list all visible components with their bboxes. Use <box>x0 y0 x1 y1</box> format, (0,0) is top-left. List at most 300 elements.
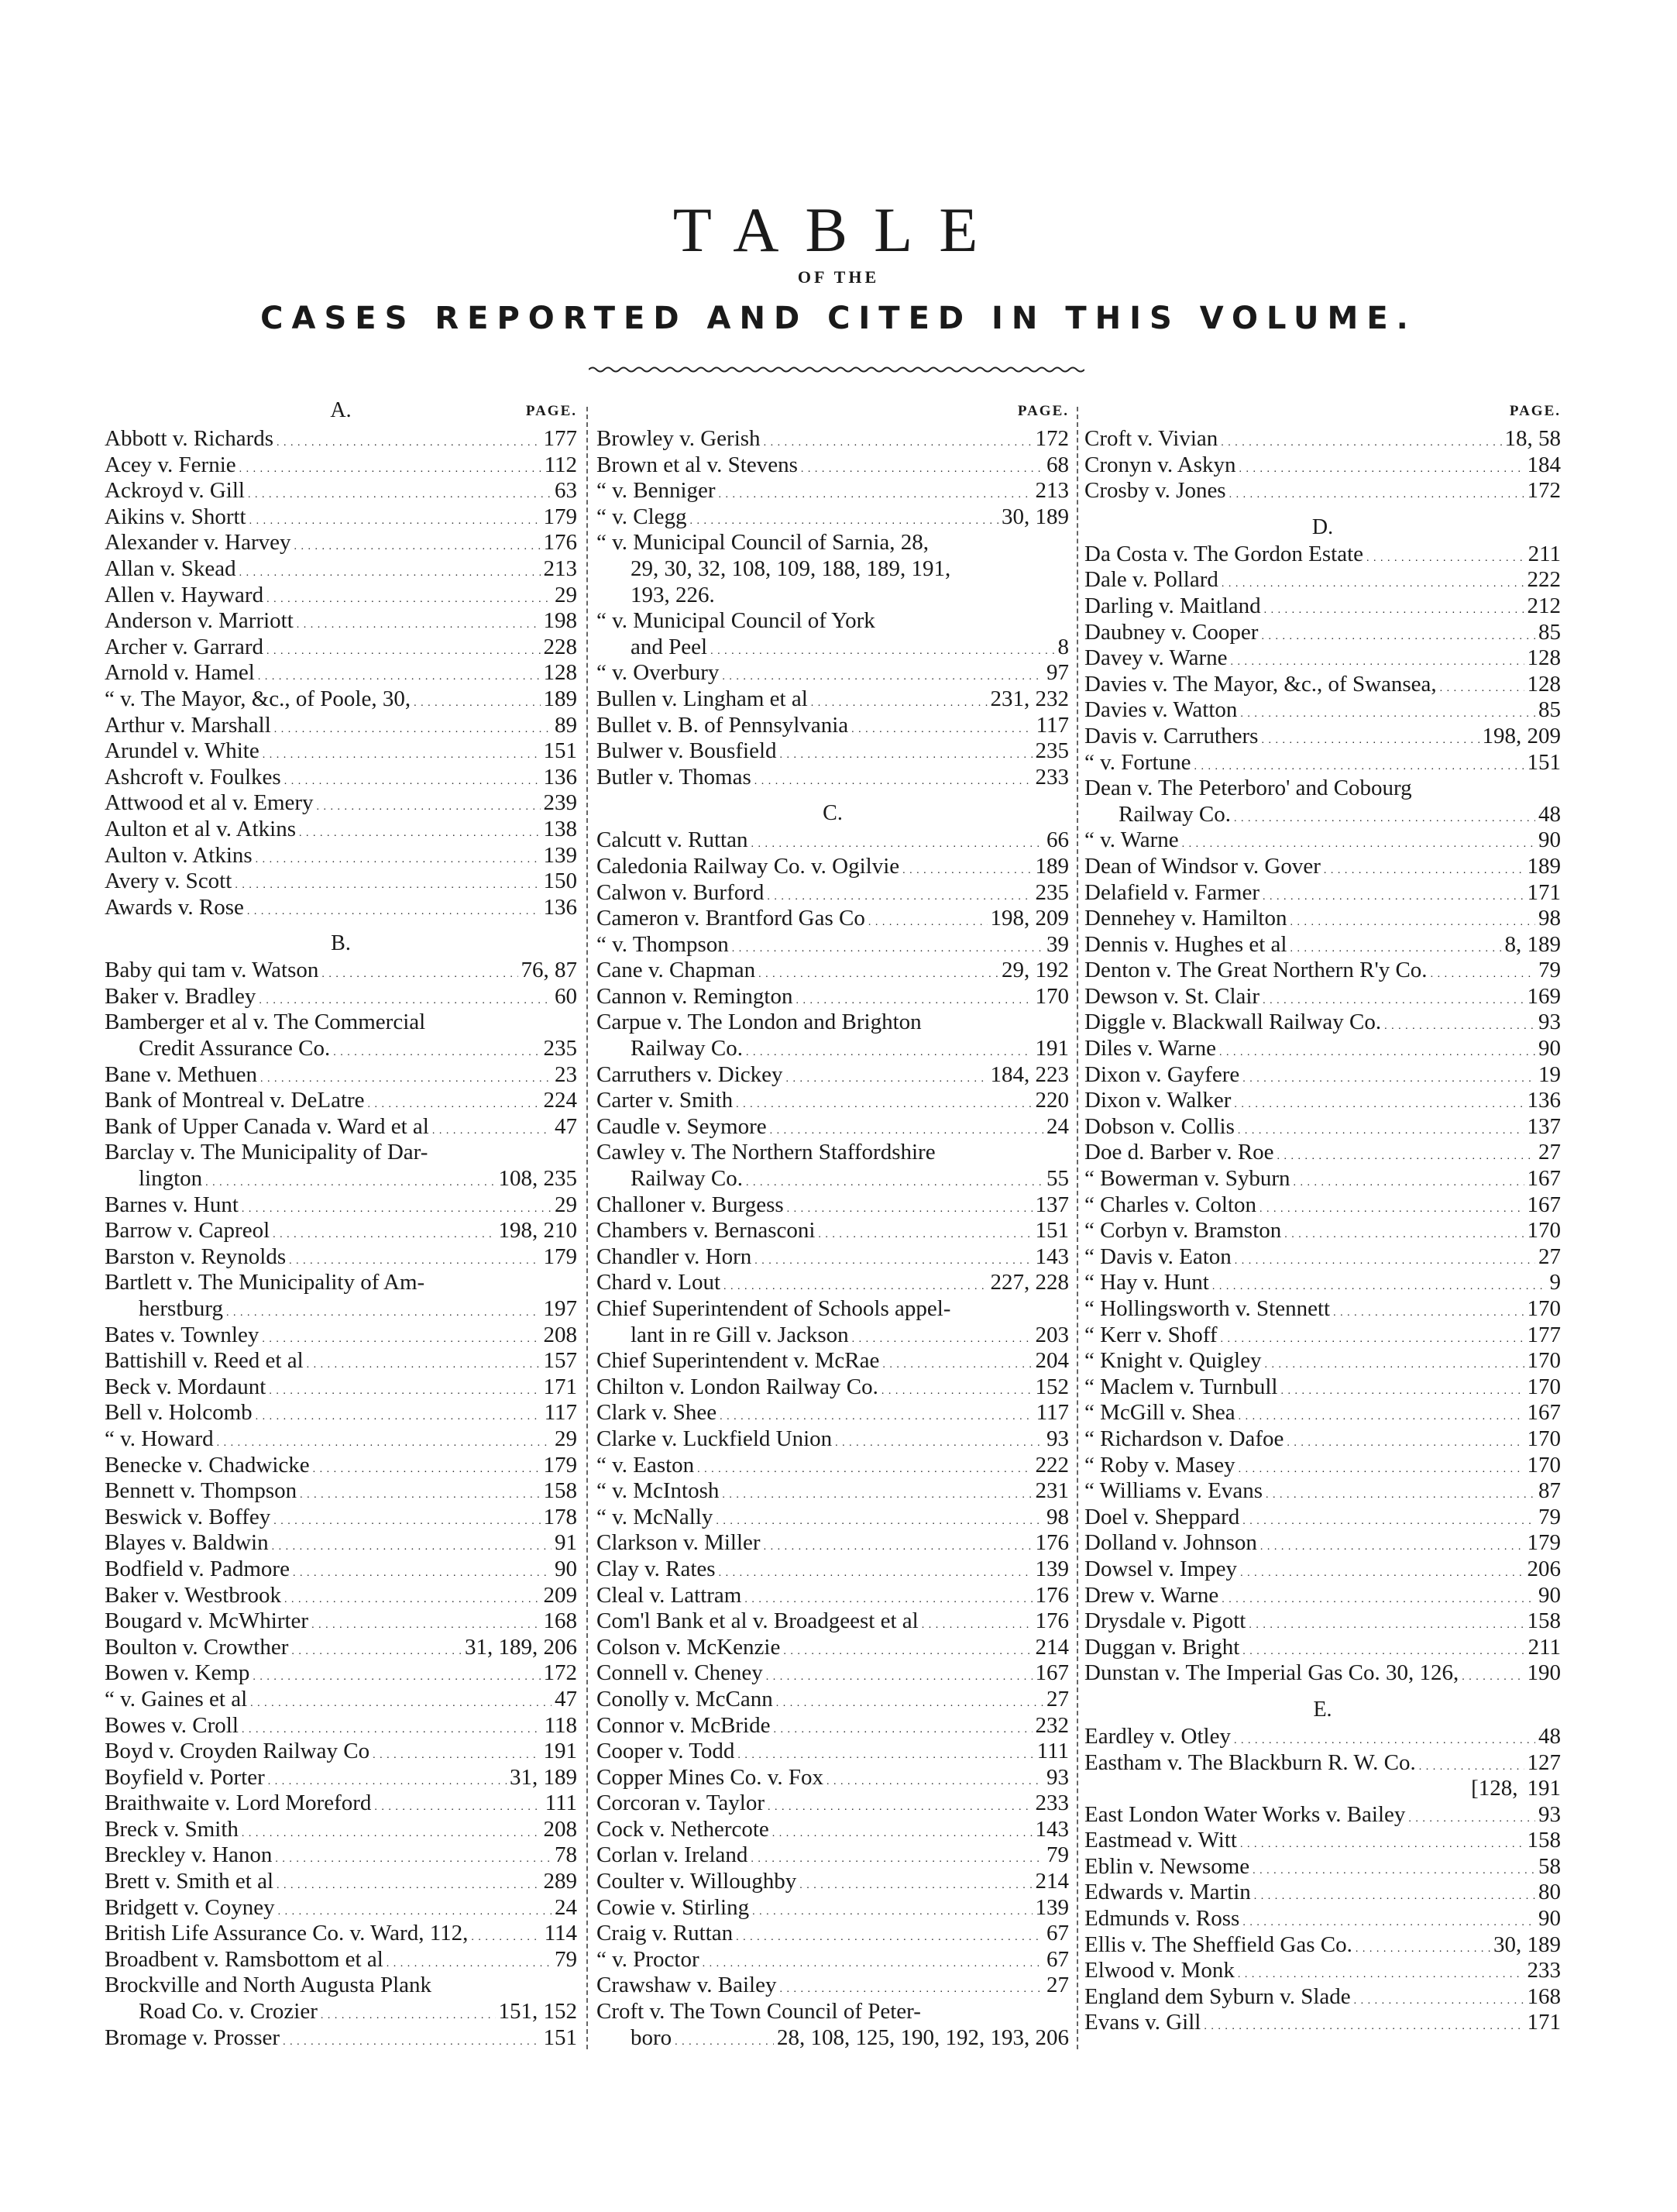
page-number: 171 <box>1527 879 1561 905</box>
case-entry <box>1084 906 1561 932</box>
case-name: Eastmead v. Witt <box>1084 1828 1237 1853</box>
dot-leader <box>710 635 1054 661</box>
page-number: 213 <box>1035 478 1069 504</box>
case-entry <box>1084 1724 1561 1750</box>
page-number: 167 <box>1527 1166 1561 1192</box>
case-entry <box>1084 750 1561 776</box>
case-entry <box>596 827 1069 854</box>
dot-leader <box>1219 1036 1535 1062</box>
dot-leader <box>284 765 541 791</box>
page-number: 128 <box>1527 671 1561 697</box>
page-number: 60 <box>555 983 577 1009</box>
dot-leader <box>801 452 1043 479</box>
dot-leader <box>811 686 988 713</box>
case-name: Com'l Bank et al v. Broadgeest et al <box>596 1608 919 1634</box>
page-number: 177 <box>1527 1322 1561 1347</box>
case-entry <box>596 1973 1069 1999</box>
case-entry <box>1084 1583 1561 1609</box>
page-number: 235 <box>1035 738 1069 764</box>
case-name: Bridgett v. Coyney <box>105 1894 275 1920</box>
dot-leader <box>268 1765 507 1791</box>
case-entry <box>596 660 1069 686</box>
case-name: Cronyn v. Askyn <box>1084 452 1236 477</box>
dot-leader <box>1230 645 1524 672</box>
page-number: 39 <box>1046 931 1069 957</box>
case-name: lant in re Gill v. Jackson <box>631 1322 849 1347</box>
case-name: Barston v. Reynolds <box>105 1244 287 1269</box>
page-number: 90 <box>1538 1582 1561 1608</box>
case-name: Bullet v. B. of Pennsylvania <box>596 712 849 738</box>
case-entry <box>105 1505 577 1531</box>
page-number: 172 <box>1527 478 1561 504</box>
case-name: Dixon v. Walker <box>1084 1088 1232 1113</box>
dot-leader <box>333 1036 540 1062</box>
case-list <box>596 827 1069 2051</box>
case-entry <box>596 1895 1069 1921</box>
page-number: 169 <box>1527 983 1561 1009</box>
dot-leader <box>772 1817 1033 1843</box>
page-title: TABLE <box>672 194 1005 265</box>
case-entry <box>1084 776 1561 802</box>
dot-leader <box>283 2025 540 2052</box>
case-name: “ v. Fortune <box>1084 749 1191 775</box>
case-entry <box>105 1270 577 1296</box>
dot-leader <box>274 713 552 739</box>
dot-leader <box>297 608 541 635</box>
case-entry <box>596 504 1069 531</box>
case-name: Croft v. The Town Council of Peter- <box>596 1999 921 2025</box>
page-number: 79 <box>1046 1842 1069 1868</box>
case-name: England dem Syburn v. Slade <box>1084 1983 1351 2009</box>
case-name: Beswick v. Boffey <box>105 1504 271 1529</box>
case-entry-continuation <box>105 1166 577 1192</box>
dot-leader <box>1240 1828 1524 1854</box>
case-name: Bank of Montreal v. DeLatre <box>105 1088 365 1113</box>
dot-leader <box>300 1478 540 1505</box>
case-name: Carpue v. The London and Brighton <box>596 1010 922 1035</box>
dot-leader <box>737 1739 1033 1765</box>
case-entry <box>596 608 1069 635</box>
page-number: 208 <box>543 1322 577 1347</box>
dot-leader <box>321 958 517 984</box>
case-entry <box>596 1842 1069 1869</box>
index-column-3 <box>1084 397 1561 2036</box>
case-entry <box>596 1635 1069 1661</box>
case-entry <box>596 1947 1069 1973</box>
dot-leader <box>253 1660 540 1687</box>
case-name: Anderson v. Marriott <box>105 608 294 634</box>
page-column-label: PAGE. <box>1017 403 1069 419</box>
page-number: 48 <box>1538 1723 1561 1749</box>
page-number: 18, 58 <box>1504 426 1561 451</box>
case-entry <box>105 843 577 869</box>
case-entry <box>105 1478 577 1505</box>
case-entry <box>1084 1036 1561 1062</box>
case-name: Brett v. Smith et al <box>105 1869 274 1894</box>
page-number: 179 <box>1527 1530 1561 1556</box>
case-name: Drew v. Warne <box>1084 1582 1219 1608</box>
section-letter: A. <box>330 398 352 422</box>
decorative-rule <box>589 364 1084 375</box>
case-name: Cameron v. Brantford Gas Co <box>596 906 865 931</box>
case-entry <box>1084 1932 1561 1959</box>
case-name: Cane v. Chapman <box>596 958 756 983</box>
case-entry <box>1084 567 1561 593</box>
case-name: Copper Mines Co. v. Fox <box>596 1764 823 1790</box>
page-number: 222 <box>1035 1452 1069 1478</box>
case-name: Cannon v. Remington <box>596 983 793 1009</box>
dot-leader <box>269 1374 540 1401</box>
page-number: 8 <box>1057 634 1069 659</box>
case-name: Barnes v. Hunt <box>105 1192 239 1217</box>
dot-leader <box>275 1842 552 1869</box>
case-entry <box>105 713 577 739</box>
case-name: Clarke v. Luckfield Union <box>596 1426 833 1451</box>
dot-leader <box>881 1374 1033 1401</box>
page-number: 189 <box>1035 853 1069 879</box>
page-number: 93 <box>1538 1801 1561 1827</box>
case-entry-continuation <box>596 583 1069 609</box>
case-name: “ v. Warne <box>1084 827 1179 853</box>
page-number: 220 <box>1035 1088 1069 1113</box>
case-entry <box>105 765 577 791</box>
dot-leader <box>1290 906 1535 932</box>
dot-leader <box>716 1505 1043 1531</box>
dot-leader <box>852 1323 1033 1349</box>
page-number: 198, 209 <box>1482 723 1561 748</box>
case-entry <box>105 660 577 686</box>
case-name: Baby qui tam v. Watson <box>105 958 319 983</box>
case-list <box>596 426 1069 790</box>
page-number: 231 <box>1035 1478 1069 1504</box>
case-entry <box>105 1244 577 1271</box>
page-number: 98 <box>1046 1504 1069 1529</box>
page-number: 228 <box>543 634 577 659</box>
case-entry <box>1084 1828 1561 1854</box>
dot-leader <box>1354 1984 1524 2011</box>
dot-leader <box>720 1400 1033 1426</box>
case-entry <box>105 1895 577 1921</box>
case-entry <box>1084 2010 1561 2036</box>
case-name: Baker v. Westbrook <box>105 1582 282 1608</box>
case-entry-continuation <box>1084 802 1561 828</box>
case-entry <box>105 1010 577 1036</box>
page-number: 79 <box>1538 958 1561 983</box>
case-entry <box>105 1713 577 1739</box>
case-name: Bowes v. Croll <box>105 1712 239 1738</box>
case-name: Clark v. Shee <box>596 1400 717 1426</box>
dot-leader <box>307 1348 541 1374</box>
page-number: 93 <box>1046 1426 1069 1451</box>
page-number: 176 <box>1035 1582 1069 1608</box>
dot-leader <box>1254 1880 1535 1906</box>
case-name: Cock v. Nethercote <box>596 1816 769 1842</box>
dot-leader <box>1440 672 1524 698</box>
case-entry <box>105 1400 577 1426</box>
case-name: Darling v. Maitland <box>1084 593 1261 618</box>
dot-leader <box>1229 478 1524 504</box>
case-entry <box>1084 645 1561 672</box>
page-number: 212 <box>1527 593 1561 618</box>
page-number: 167 <box>1527 1400 1561 1426</box>
case-name: Davies v. The Mayor, &c., of Swansea, <box>1084 671 1437 697</box>
dot-leader <box>766 1660 1033 1687</box>
case-name: Brown et al v. Stevens <box>596 452 798 477</box>
case-entry <box>596 1088 1069 1114</box>
case-name: Elwood v. Monk <box>1084 1958 1235 1983</box>
page-number: 184 <box>1527 452 1561 477</box>
page-number: 24 <box>555 1894 577 1920</box>
case-name: Butler v. Thomas <box>596 764 751 790</box>
page-number: 224 <box>543 1088 577 1113</box>
case-entry <box>596 880 1069 906</box>
case-entry <box>1084 452 1561 479</box>
page-number: 97 <box>1046 660 1069 686</box>
dot-leader <box>242 1713 541 1739</box>
case-name: Dennis v. Hughes et al <box>1084 931 1287 957</box>
case-entry <box>596 1713 1069 1739</box>
case-name: Dunstan v. The Imperial Gas Co. 30, 126, <box>1084 1660 1459 1686</box>
page-number: 198 <box>543 608 577 634</box>
page-number: 85 <box>1538 697 1561 723</box>
case-entry <box>1084 1088 1561 1114</box>
dot-leader <box>259 984 552 1010</box>
dot-leader <box>1266 1478 1535 1505</box>
case-name: Clarkson v. Miller <box>596 1530 761 1556</box>
case-entry <box>105 504 577 531</box>
case-name: Daubney v. Cooper <box>1084 619 1259 645</box>
page-number: 176 <box>1035 1530 1069 1556</box>
page-number: 137 <box>1527 1113 1561 1139</box>
page-number: 66 <box>1046 827 1069 853</box>
page-number: 151, 152 <box>498 1999 577 2025</box>
dot-leader <box>1259 1192 1524 1219</box>
page-number: 176 <box>1035 1608 1069 1634</box>
dot-leader <box>242 1192 552 1219</box>
dot-leader <box>247 895 541 921</box>
case-entry <box>596 1218 1069 1244</box>
page-number: 179 <box>543 504 577 529</box>
case-entry <box>1084 1530 1561 1557</box>
title-connector: OF THE <box>797 267 880 287</box>
page-number: 191 <box>543 1739 577 1764</box>
dot-leader <box>751 827 1043 854</box>
section-letter: D. <box>1311 514 1334 539</box>
case-name: Bates v. Townley <box>105 1322 259 1347</box>
case-name: “ Bowerman v. Syburn <box>1084 1166 1290 1192</box>
case-entry <box>596 1608 1069 1635</box>
page-number: 168 <box>543 1608 577 1634</box>
case-name: Evans v. Gill <box>1084 2010 1201 2035</box>
dot-leader <box>1408 1802 1535 1828</box>
case-name: Chief Superintendent of Schools appel- <box>596 1296 951 1321</box>
page-number: 167 <box>1035 1660 1069 1686</box>
case-name: Crosby v. Jones <box>1084 478 1226 504</box>
case-entry <box>105 1192 577 1219</box>
case-entry <box>1084 1140 1561 1166</box>
page-subtitle: CASES REPORTED AND CITED IN THIS VOLUME. <box>260 301 1417 336</box>
case-name: Archer v. Garrard <box>105 634 264 659</box>
case-entry-continuation <box>596 556 1069 583</box>
page-number: 47 <box>555 1686 577 1711</box>
case-name: Acey v. Fernie <box>105 452 236 477</box>
case-name: Dixon v. Gayfere <box>1084 1061 1240 1087</box>
case-name: Arthur v. Marshall <box>105 712 271 738</box>
case-entry <box>105 1583 577 1609</box>
dot-leader <box>780 738 1033 765</box>
case-entry <box>105 790 577 817</box>
page-number: 27 <box>1538 1140 1561 1165</box>
case-name: Chief Superintendent v. McRae <box>596 1348 880 1374</box>
case-entry <box>105 1842 577 1869</box>
case-entry <box>105 869 577 895</box>
case-name: “ Richardson v. Dafoe <box>1084 1426 1284 1451</box>
case-name: Bodfield v. Padmore <box>105 1556 290 1581</box>
case-name: “ Hay v. Hunt <box>1084 1270 1209 1295</box>
case-entry <box>105 1869 577 1895</box>
page-number: 211 <box>1528 541 1561 566</box>
dot-leader <box>1222 567 1524 593</box>
page-number: 93 <box>1046 1764 1069 1790</box>
dot-leader <box>414 686 540 713</box>
case-entry <box>1084 1478 1561 1505</box>
dot-leader <box>697 1453 1032 1479</box>
case-name: “ v. Overbury <box>596 660 720 686</box>
case-name: Corcoran v. Taylor <box>596 1791 765 1816</box>
page-number: 179 <box>543 1452 577 1478</box>
dot-leader <box>1212 1270 1547 1296</box>
case-name: Davies v. Watton <box>1084 697 1238 723</box>
dot-leader <box>471 1921 541 1947</box>
case-entry <box>1084 1348 1561 1374</box>
case-entry <box>596 1140 1069 1166</box>
dot-leader <box>294 530 540 556</box>
case-entry <box>1084 1114 1561 1140</box>
case-entry <box>1084 1505 1561 1531</box>
dot-leader <box>258 660 541 686</box>
dot-leader <box>277 426 540 452</box>
dot-leader <box>321 1999 496 2025</box>
case-name: Cowie v. Stirling <box>596 1894 750 1920</box>
case-name: Connor v. McBride <box>596 1712 771 1738</box>
dot-leader <box>317 790 541 817</box>
case-entry <box>105 817 577 843</box>
case-entry <box>596 1270 1069 1296</box>
case-entry <box>596 1817 1069 1843</box>
case-name: “ v. Municipal Council of York <box>596 608 875 634</box>
page-number: 24 <box>1046 1113 1069 1139</box>
page-number: 112 <box>544 452 577 477</box>
case-name: Bell v. Holcomb <box>105 1400 253 1426</box>
dot-leader <box>768 1791 1032 1817</box>
dot-leader <box>1242 1906 1535 1932</box>
case-name: Bowen v. Kemp <box>105 1660 250 1686</box>
page-number: 67 <box>1046 1921 1069 1946</box>
case-entry <box>1084 672 1561 698</box>
case-name: Ackroyd v. Gill <box>105 478 245 504</box>
case-entry <box>105 1530 577 1557</box>
case-name: Denton v. The Great Northern R'y Co. <box>1084 958 1428 983</box>
page-number: 128 <box>1527 645 1561 671</box>
column-header <box>105 397 577 426</box>
page-number: 172 <box>1035 426 1069 451</box>
page-number: 203 <box>1035 1322 1069 1347</box>
dot-leader <box>1239 1400 1524 1426</box>
dot-leader <box>250 1687 552 1713</box>
page-number: 139 <box>1035 1894 1069 1920</box>
dot-leader <box>291 1635 462 1661</box>
case-entry <box>105 2025 577 2052</box>
case-name: Dean v. The Peterboro' and Cobourg <box>1084 776 1412 801</box>
case-name: Dobson v. Collis <box>1084 1113 1235 1139</box>
dot-leader <box>293 1557 552 1583</box>
dot-leader <box>764 426 1033 452</box>
case-entry <box>105 1218 577 1244</box>
page-number: 171 <box>1527 2010 1561 2035</box>
case-entry <box>1084 1400 1561 1426</box>
case-name: Connell v. Cheney <box>596 1660 763 1686</box>
page-number: 208 <box>543 1816 577 1842</box>
dot-leader <box>826 1765 1043 1791</box>
case-name: Blayes v. Baldwin <box>105 1530 269 1556</box>
page-number: 136 <box>543 764 577 790</box>
page-number: 152 <box>1035 1374 1069 1399</box>
case-entry <box>105 1062 577 1089</box>
page-number: 48 <box>1538 801 1561 827</box>
case-list <box>105 426 577 920</box>
case-name: “ Davis v. Eaton <box>1084 1244 1232 1269</box>
case-entry <box>105 1739 577 1765</box>
case-entry <box>105 426 577 452</box>
case-name: Dale v. Pollard <box>1084 567 1218 593</box>
dot-leader <box>387 1947 552 1973</box>
page-number: 189 <box>543 686 577 711</box>
page-number: 214 <box>1035 1634 1069 1660</box>
case-entry <box>1084 1374 1561 1401</box>
page-number: 139 <box>543 842 577 868</box>
case-name: Braithwaite v. Lord Moreford <box>105 1791 372 1816</box>
case-name: Corlan v. Ireland <box>596 1842 748 1868</box>
case-name: Breckley v. Hanon <box>105 1842 273 1868</box>
dot-leader <box>239 452 541 479</box>
dot-leader <box>1431 958 1535 984</box>
case-name: “ v. McNally <box>596 1504 713 1529</box>
page-column-label: PAGE. <box>1509 403 1561 419</box>
page-number: 235 <box>543 1036 577 1061</box>
case-name: [128, <box>1471 1776 1518 1801</box>
page-number: 151 <box>543 738 577 764</box>
dot-leader <box>719 478 1033 504</box>
dot-leader <box>744 1583 1032 1609</box>
case-name: “ Knight v. Quigley <box>1084 1348 1262 1374</box>
case-name: Croft v. Vivian <box>1084 426 1218 451</box>
case-entry <box>105 478 577 504</box>
page-number: 151 <box>1527 749 1561 775</box>
case-name: Brockville and North Augusta Plank <box>105 1973 432 1998</box>
page-number: 170 <box>1527 1348 1561 1374</box>
case-entry <box>1084 854 1561 880</box>
page-number: 170 <box>1527 1426 1561 1451</box>
case-name: Beck v. Mordaunt <box>105 1374 266 1399</box>
case-name: Bane v. Methuen <box>105 1061 258 1087</box>
dot-leader <box>313 1453 541 1479</box>
page-number: 76, 87 <box>521 958 577 983</box>
case-name: Barrow v. Capreol <box>105 1218 270 1244</box>
case-entry-continuation <box>105 1036 577 1062</box>
case-entry <box>596 1062 1069 1089</box>
dot-leader <box>1242 1062 1535 1089</box>
page-number: 19 <box>1538 1061 1561 1087</box>
